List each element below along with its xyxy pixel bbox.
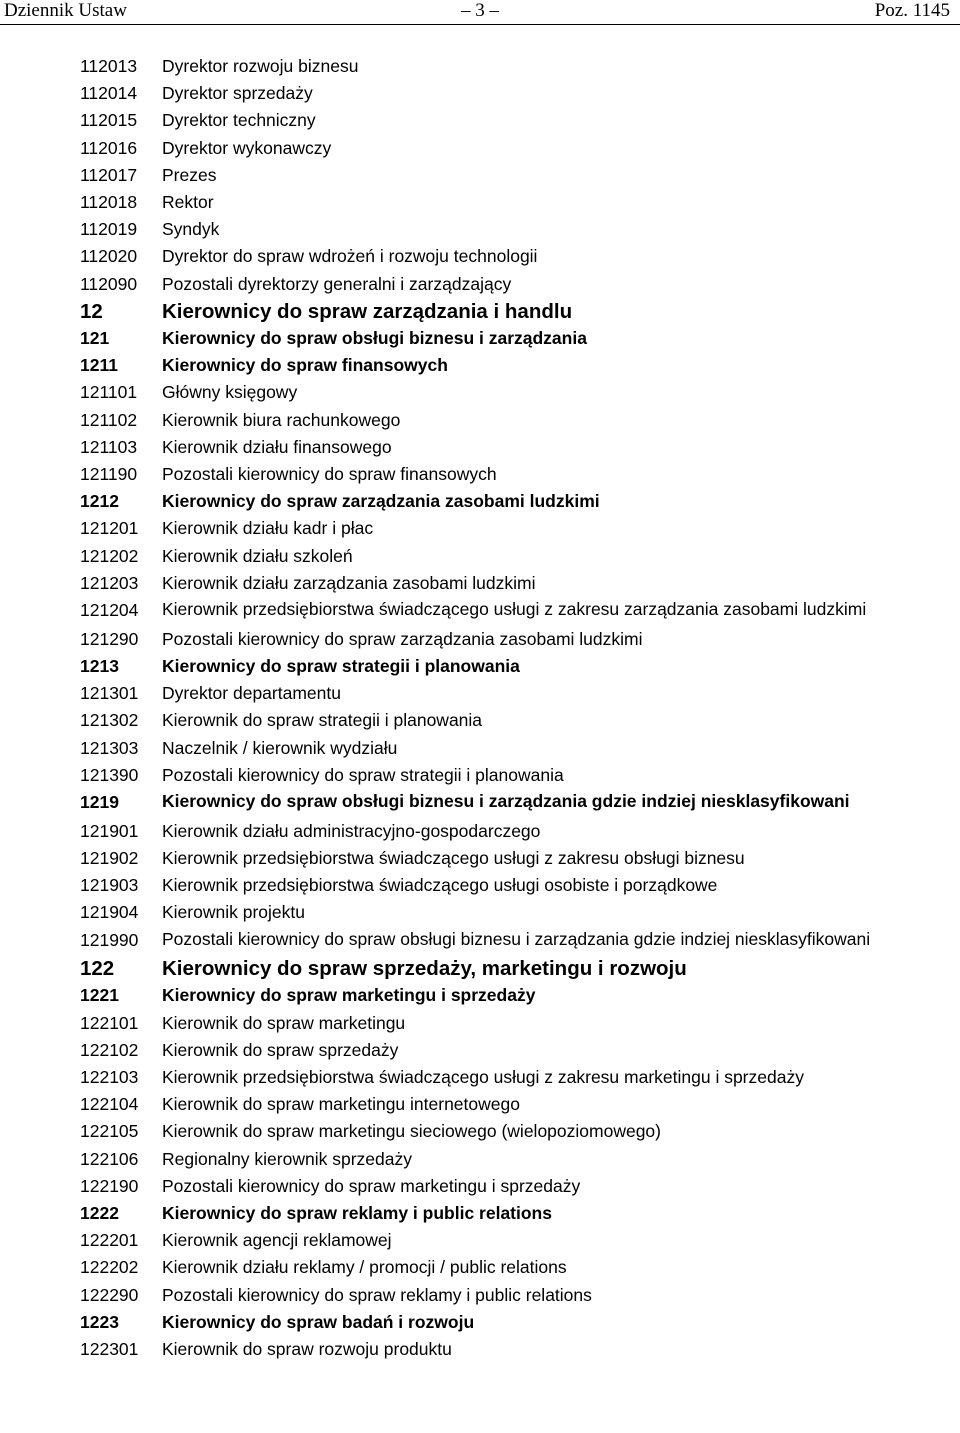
- entry-code: 121290: [80, 628, 139, 649]
- page-number: – 3 –: [461, 0, 499, 21]
- entry-code: 121201: [80, 518, 139, 539]
- item-number: Poz. 1145: [874, 0, 950, 21]
- journal-title: Dziennik Ustaw: [4, 0, 127, 21]
- list-item: [80, 1037, 940, 1064]
- entry-code: 112013: [80, 56, 138, 76]
- entry-code: 121204: [80, 600, 139, 621]
- list-item: [80, 1309, 940, 1336]
- entry-code: 1219: [80, 791, 119, 812]
- list-item: [80, 325, 940, 352]
- entry-title: Dyrektor do spraw wdrożeń i rozwoju technologii: [162, 246, 538, 267]
- entry-title: Kierownicy do spraw badań i rozwoju: [162, 1311, 475, 1332]
- entry-title: Dyrektor wykonawczy: [162, 137, 332, 158]
- list-item: [80, 680, 940, 707]
- entry-title: Kierownik przedsiębiorstwa świadczącego usługi z zakresu zarządzania zasobami ludzkimi: [162, 599, 867, 620]
- list-item: [80, 1282, 940, 1309]
- entry-code: 121102: [80, 409, 138, 430]
- list-item: [80, 407, 940, 434]
- entry-title: Kierownik do spraw rozwoju produktu: [162, 1339, 452, 1360]
- entry-title: Kierownik działu administracyjno-gospodarczego: [162, 820, 541, 841]
- entry-title: Kierownicy do spraw obsługi biznesu i zarządzania: [162, 328, 587, 349]
- entry-code: 112020: [80, 246, 138, 267]
- entry-code: 1221: [80, 985, 119, 1006]
- entry-code: 122101: [80, 1012, 139, 1033]
- list-item: [80, 1064, 940, 1091]
- list-item: [80, 982, 940, 1009]
- entry-title: Kierownik działu zarządzania zasobami ludzkimi: [162, 572, 536, 593]
- list-item: [80, 762, 940, 789]
- entry-code: 121202: [80, 545, 139, 566]
- classification-list: [80, 53, 940, 1363]
- entry-title: Dyrektor sprzedaży: [162, 83, 313, 104]
- list-item: [80, 352, 940, 379]
- list-item: [80, 1336, 940, 1363]
- entry-code: 122201: [80, 1230, 139, 1251]
- entry-code: 1222: [80, 1203, 119, 1224]
- list-item: [80, 271, 940, 298]
- entry-code: 112018: [80, 192, 138, 213]
- list-item: [80, 243, 940, 270]
- entry-code: 121903: [80, 875, 139, 896]
- entry-title: Kierownik działu finansowego: [162, 436, 392, 457]
- entry-code: 122290: [80, 1284, 139, 1305]
- entry-title: Kierownik do spraw marketingu sieciowego (wielopoziomowego): [162, 1121, 661, 1142]
- list-item: [80, 107, 940, 134]
- entry-title: Kierownik przedsiębiorstwa świadczącego usługi z zakresu marketingu i sprzedaży: [162, 1067, 804, 1088]
- entry-code: 112090: [80, 273, 138, 294]
- list-item: [80, 53, 940, 80]
- entry-title: Kierownicy do spraw strategii i planowania: [162, 655, 520, 676]
- entry-title: Kierownicy do spraw reklamy i public relations: [162, 1203, 552, 1224]
- entry-code: 121203: [80, 572, 139, 593]
- entry-title: Kierownik działu reklamy / promocji / public relations: [162, 1257, 567, 1278]
- entry-title: Naczelnik / kierownik wydziału: [162, 737, 398, 758]
- entry-title: Pozostali kierownicy do spraw marketingu i sprzedaży: [162, 1175, 581, 1196]
- entry-code: 112014: [80, 83, 138, 104]
- list-item: [80, 1200, 940, 1227]
- list-item: [80, 543, 940, 570]
- entry-title: Pozostali kierownicy do spraw finansowych: [162, 464, 497, 485]
- entry-code: 122102: [80, 1039, 139, 1060]
- entry-code: 121902: [80, 847, 139, 868]
- list-item: [80, 1227, 940, 1254]
- entry-title: Regionalny kierownik sprzedaży: [162, 1148, 412, 1169]
- entry-code: 12: [80, 299, 103, 323]
- list-item: [80, 80, 940, 107]
- entry-code: 122190: [80, 1175, 139, 1196]
- entry-title: Pozostali kierownicy do spraw obsługi biznesu i zarządzania gdzie indziej niesklasyfikowani: [162, 928, 871, 949]
- list-item: [80, 298, 940, 325]
- entry-code: 1213: [80, 655, 119, 676]
- list-item: [80, 135, 940, 162]
- entry-code: 121302: [80, 710, 139, 731]
- list-item: [80, 927, 940, 956]
- entry-code: 121190: [80, 464, 138, 485]
- entry-code: 121990: [80, 929, 139, 950]
- entry-title: Główny księgowy: [162, 382, 298, 403]
- list-item: [80, 488, 940, 515]
- list-item: [80, 1146, 940, 1173]
- entry-code: 112015: [80, 110, 138, 131]
- list-item: [80, 845, 940, 872]
- entry-code: 121101: [80, 382, 138, 403]
- entry-code: 122104: [80, 1094, 139, 1115]
- list-item: [80, 1118, 940, 1145]
- entry-code: 122103: [80, 1067, 139, 1088]
- entry-title: Kierownik przedsiębiorstwa świadczącego usługi z zakresu obsługi biznesu: [162, 847, 745, 868]
- entry-title: Dyrektor techniczny: [162, 110, 316, 131]
- entry-code: 112016: [80, 137, 138, 158]
- entry-code: 121901: [80, 820, 139, 841]
- entry-title: Kierownik przedsiębiorstwa świadczącego usługi osobiste i porządkowe: [162, 875, 718, 896]
- list-item: [80, 461, 940, 488]
- entry-code: 1212: [80, 491, 119, 512]
- entry-title: Dyrektor rozwoju biznesu: [162, 56, 359, 76]
- entry-title: Syndyk: [162, 219, 220, 240]
- entry-title: Kierownik do spraw marketingu: [162, 1012, 406, 1033]
- entry-title: Kierownik projektu: [162, 902, 305, 923]
- entry-title: Dyrektor departamentu: [162, 683, 341, 704]
- list-item: [80, 899, 940, 926]
- entry-code: 1211: [80, 355, 118, 376]
- entry-title: Kierownicy do spraw marketingu i sprzedaży: [162, 985, 536, 1006]
- entry-title: Kierownicy do spraw obsługi biznesu i zarządzania gdzie indziej niesklasyfikowani: [162, 790, 850, 811]
- list-item: [80, 162, 940, 189]
- list-item: [80, 707, 940, 734]
- entry-title: Pozostali kierownicy do spraw zarządzania zasobami ludzkimi: [162, 628, 643, 649]
- list-item: [80, 379, 940, 406]
- entry-code: 121904: [80, 902, 139, 923]
- list-item: [80, 216, 940, 243]
- entry-title: Kierownik do spraw marketingu internetowego: [162, 1094, 520, 1115]
- entry-title: Kierownicy do spraw sprzedaży, marketingu i rozwoju: [162, 957, 687, 981]
- list-item: [80, 626, 940, 653]
- entry-title: Kierownicy do spraw zarządzania zasobami ludzkimi: [162, 491, 600, 512]
- entry-title: Pozostali kierownicy do spraw strategii i planowania: [162, 764, 564, 785]
- entry-title: Pozostali kierownicy do spraw reklamy i public relations: [162, 1284, 592, 1305]
- entry-title: Kierownik do spraw sprzedaży: [162, 1039, 399, 1060]
- list-item: [80, 789, 940, 818]
- list-item: [80, 597, 940, 626]
- entry-code: 121303: [80, 737, 139, 758]
- entry-title: Kierownik działu szkoleń: [162, 545, 353, 566]
- list-item: [80, 1254, 940, 1281]
- entry-title: Kierownik działu kadr i płac: [162, 518, 374, 539]
- entry-title: Kierownik do spraw strategii i planowania: [162, 710, 483, 731]
- list-item: [80, 872, 940, 899]
- entry-code: 122301: [80, 1339, 139, 1360]
- header-divider: [0, 24, 960, 25]
- list-item: [80, 1010, 940, 1037]
- entry-code: 122202: [80, 1257, 139, 1278]
- entry-code: 121103: [80, 436, 138, 457]
- entry-code: 1223: [80, 1311, 119, 1332]
- list-item: [80, 515, 940, 542]
- entry-code: 121390: [80, 764, 139, 785]
- entry-code: 122105: [80, 1121, 139, 1142]
- list-item: [80, 818, 940, 845]
- entry-code: 112017: [80, 164, 138, 185]
- entry-code: 122: [80, 957, 115, 981]
- list-item: [80, 955, 940, 982]
- entry-code: 112019: [80, 219, 138, 240]
- entry-title: Kierownik agencji reklamowej: [162, 1230, 392, 1251]
- entry-code: 121: [80, 328, 110, 349]
- entry-title: Rektor: [162, 192, 214, 213]
- entry-title: Kierownik biura rachunkowego: [162, 409, 401, 430]
- list-item: [80, 570, 940, 597]
- list-item: [80, 189, 940, 216]
- list-item: [80, 735, 940, 762]
- entry-title: Prezes: [162, 164, 217, 185]
- entry-title: Kierownicy do spraw zarządzania i handlu: [162, 299, 573, 323]
- list-item: [80, 1173, 940, 1200]
- page-header: [0, 0, 960, 24]
- entry-code: 122106: [80, 1148, 139, 1169]
- list-item: [80, 434, 940, 461]
- entry-code: 121301: [80, 683, 139, 704]
- list-item: [80, 1091, 940, 1118]
- entry-title: Pozostali dyrektorzy generalni i zarządzający: [162, 273, 512, 294]
- list-item: [80, 653, 940, 680]
- entry-title: Kierownicy do spraw finansowych: [162, 355, 448, 376]
